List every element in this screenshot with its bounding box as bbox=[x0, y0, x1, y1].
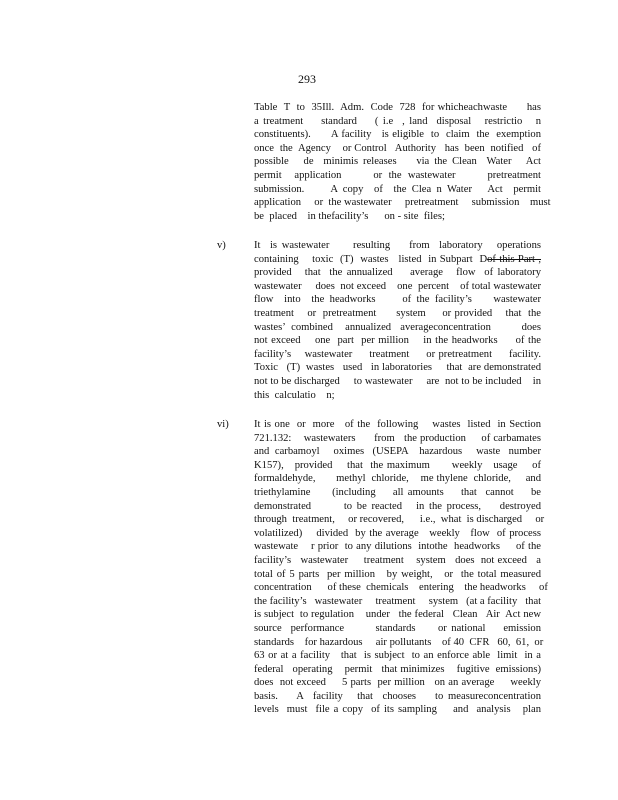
text-line: facility’s wastewater treatment system does not exceed a bbox=[254, 554, 541, 566]
text-line: not to be discharged to wastewater are not to be included in bbox=[254, 375, 541, 387]
text-line: federal operating permit that minimizes fugitive emissions) bbox=[254, 663, 541, 675]
text-line: concentration of these chemicals entering the headworks of bbox=[254, 582, 548, 594]
item-v-marker: v) bbox=[217, 240, 226, 251]
struck-text: of this Part , bbox=[487, 253, 541, 265]
text-line: possible de minimis releases via the Clean Water Act bbox=[254, 156, 541, 168]
text-line: source performance standards or national emission bbox=[254, 622, 541, 634]
text-line: treatment or pretreatment system or provided that the bbox=[254, 307, 541, 319]
text-line: this calculatio n; bbox=[254, 389, 335, 401]
text-line: 721.132: wastewaters from the production of carbamates bbox=[254, 432, 541, 444]
item-vi-marker: vi) bbox=[217, 419, 229, 430]
text-line: constituents). A facility is eligible to claim the exemption bbox=[254, 129, 541, 141]
text-line: be placed in thefacility’s on - site files; bbox=[254, 210, 445, 222]
text-line: flow into the headworks of the facility’s wastewater bbox=[254, 294, 541, 306]
text-line: once the Agency or Control Authority has been notified of bbox=[254, 142, 541, 154]
text-line: wastewate r prior to any dilutions intothe headworks of the bbox=[254, 541, 541, 553]
text-line: is subject to regulation under the federal Clean Air Act new bbox=[254, 609, 541, 621]
text-line: application or the wastewater pretreatment submission must bbox=[254, 197, 551, 209]
text-line: the facility’s wastewater treatment system (at a facility that bbox=[254, 595, 542, 607]
text-line: wastewater does not exceed one percent of total wastewater bbox=[254, 280, 541, 292]
continuation-paragraph bbox=[254, 101, 551, 223]
text-line: does not exceed 5 parts per million on an average weekly bbox=[254, 677, 541, 689]
text-line: and carbamoyl oximes (USEPA hazardous waste number bbox=[254, 446, 541, 458]
text-line: Toxic (T) wastes used in laboratories that are demonstrated bbox=[254, 362, 541, 374]
text-line: wastes’ combined annualized averageconcentration does bbox=[254, 321, 541, 333]
text-line: volatilized) divided by the average weekly flow of process bbox=[254, 527, 541, 539]
text-line: Table T to 35Ill. Adm. Code 728 for whicheachwaste has bbox=[254, 102, 541, 113]
text-line: K157), provided that the maximum weekly usage of bbox=[254, 459, 541, 471]
text-line: a treatment standard ( i.e , land disposal restrictio n bbox=[254, 115, 541, 127]
text-line: submission. A copy of the Clea n Water Act permit bbox=[254, 183, 541, 195]
text-line: demonstrated to be reacted in the process, destroyed bbox=[254, 500, 541, 512]
text-line: standards for hazardous air pollutants of 40 CFR 60, 61, or bbox=[254, 636, 544, 648]
text-line-with-strikethrough bbox=[254, 253, 541, 267]
text-line: 63 or at a facility that is subject to an enforce able limit in a bbox=[254, 650, 541, 662]
text-line: permit application or the wastewater pretreatment bbox=[254, 169, 541, 181]
text-line: formaldehyde, methyl chloride, me thylene chloride, and bbox=[254, 473, 541, 485]
text-line: levels must file a copy of its sampling and analysis plan bbox=[254, 704, 541, 716]
text-line: provided that the annualized average flow of laboratory bbox=[254, 267, 541, 279]
item-vi-paragraph bbox=[254, 418, 548, 717]
text-line: basis. A facility that chooses to measureconcentration bbox=[254, 690, 541, 702]
text-line: total of 5 parts per million by weight, or the total measured bbox=[254, 568, 541, 580]
text-line: facility’s wastewater treatment or pretreatment facility. bbox=[254, 348, 541, 360]
text-line: not exceed one part per million in the headworks of the bbox=[254, 335, 541, 347]
text-line: It is wastewater resulting from laboratory operations bbox=[254, 240, 541, 251]
page-number: 293 bbox=[298, 72, 316, 86]
text-line: triethylamine (including all amounts that cannot be bbox=[254, 486, 541, 498]
text-line: through treatment, or recovered, i.e., what is discharged or bbox=[254, 514, 545, 526]
text-line: It is one or more of the following wastes listed in Section bbox=[254, 419, 541, 430]
item-v-paragraph bbox=[254, 239, 541, 402]
text-fragment: containing toxic (T) wastes listed in Subpart D bbox=[254, 253, 488, 265]
